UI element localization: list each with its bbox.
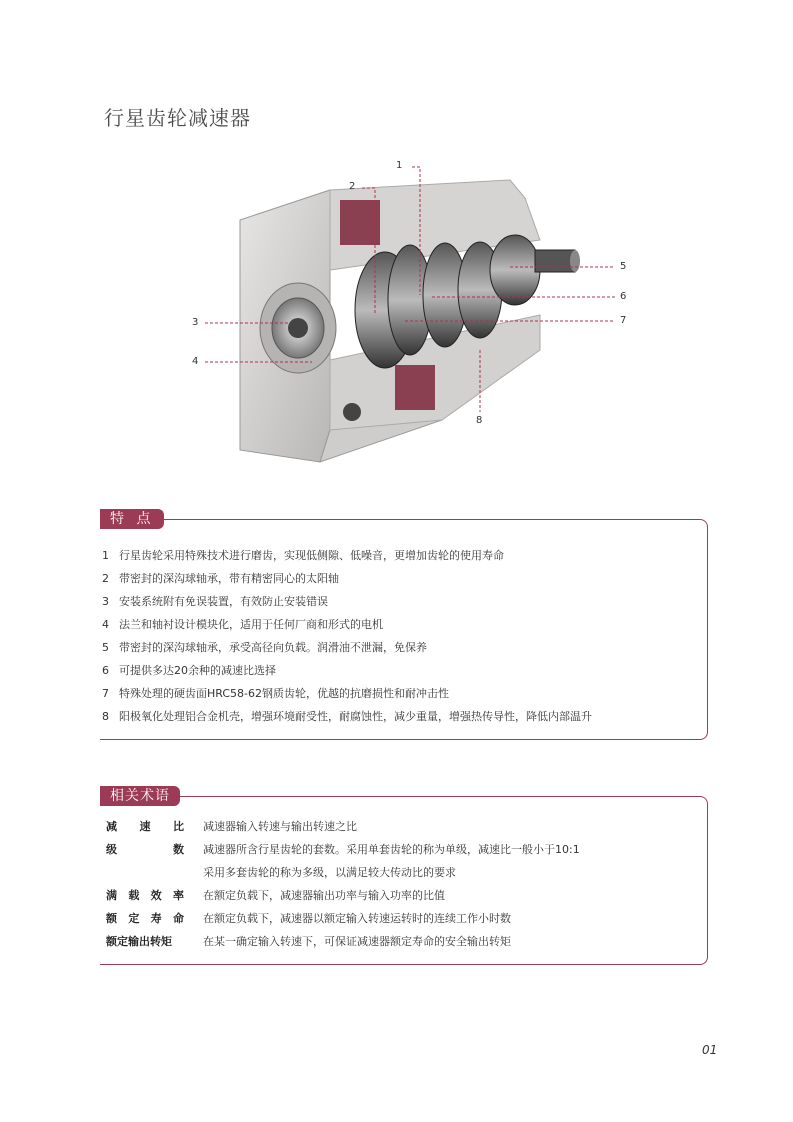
term-definition: 在某一确定输入转速下，可保证减速器额定寿命的安全输出转矩 (203, 935, 511, 948)
term-definition: 采用多套齿轮的称为多级，以满足较大传动比的要求 (203, 866, 456, 879)
term-label: 级 数 (106, 843, 184, 856)
gearbox-cutaway-illustration (180, 150, 640, 480)
terms-heading: 相关术语 (100, 786, 180, 806)
term-label: 满 载 效 率 (106, 889, 184, 902)
term-definition: 减速器输入转速与输出转速之比 (203, 820, 357, 833)
terms-section (100, 786, 708, 965)
term-definition: 在额定负载下，减速器输出功率与输入功率的比值 (203, 889, 445, 902)
term-definition: 在额定负载下，减速器以额定输入转速运转时的连续工作小时数 (203, 912, 511, 925)
term-label: 额 定 寿 命 (106, 912, 184, 925)
callout-1: 1 (396, 160, 403, 171)
callout-5: 5 (620, 261, 627, 272)
term-label: 减 速 比 (106, 820, 184, 833)
callout-6: 6 (620, 291, 627, 302)
features-heading: 特 点 (100, 509, 164, 529)
callout-3: 3 (192, 317, 199, 328)
features-section: 特 点 1 行星齿轮采用特殊技术进行磨齿，实现低侧隙、低噪音，更增加齿轮的使用寿命 2 带密封的深沟球轴承，带有精密同心的太阳轴 3 安装系统附有免误装置，有效防止安装错误 4 法兰和轴衬设计模块化，适用于任何厂商和形式的电机 5 带密封的深沟球轴承，承受高径向负载。润滑油不泄漏，免保养 6 可提供多达20余种的减速比选择 7 特殊处理的硬齿面HRC58-62钢质齿轮，优越的抗磨损性和耐冲击性 8 阳极氧化处理铝合金机壳，增强环境耐受性，耐腐蚀性，减少重量，增强热传导性，降低内部温升 (100, 509, 708, 740)
term-definition: 减速器所含行星齿轮的套数。采用单套齿轮的称为单级，减速比一般小于10:1 (203, 843, 580, 856)
callout-8: 8 (476, 415, 483, 426)
page-title: 行星齿轮减速器 (104, 106, 251, 130)
page-number: 01 (702, 1043, 718, 1057)
callout-2: 2 (349, 181, 356, 192)
callout-4: 4 (192, 356, 199, 367)
term-label: 额定输出转矩 (106, 935, 172, 948)
gearbox-drawing (180, 150, 640, 480)
callout-7: 7 (620, 315, 627, 326)
